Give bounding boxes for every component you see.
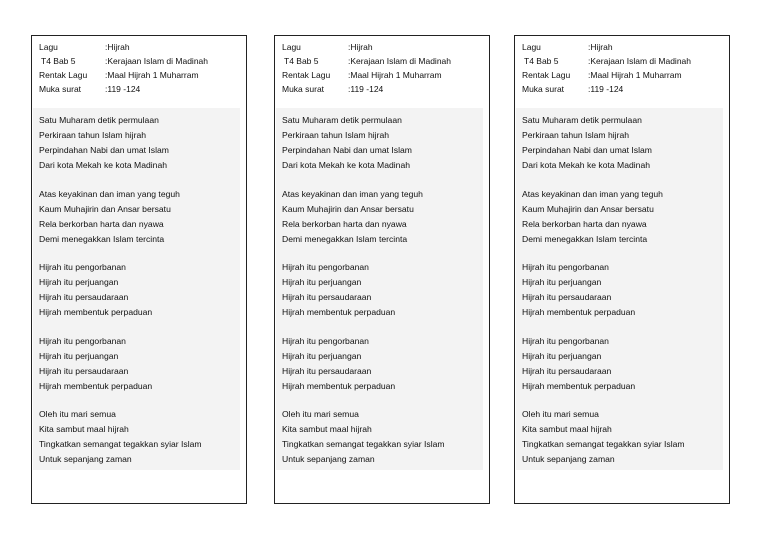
lyric-line: Perpindahan Nabi dan umat Islam (522, 145, 652, 155)
song-info-row (522, 82, 725, 96)
lyric-line: Hijrah membentuk perpaduan (282, 381, 396, 391)
lyric-line: Hijrah itu pengorbanan (282, 336, 369, 346)
song-info-value: :Maal Hijrah 1 Muharram (588, 70, 682, 80)
lyric-line: Satu Muharam detik permulaan (39, 115, 159, 125)
song-info-row (39, 54, 242, 68)
stanza (522, 334, 719, 394)
song-info-value: :119 -124 (588, 84, 624, 94)
lyric-line: Demi menegakkan Islam tercinta (522, 234, 648, 244)
lyric-line: Hijrah itu persaudaraan (39, 366, 129, 376)
song-info-value: :Kerajaan Islam di Madinah (348, 56, 452, 66)
stanza (522, 187, 719, 247)
song-info-label: Lagu (522, 42, 541, 52)
song-info-value: :Hijrah (348, 42, 373, 52)
lyric-line: Hijrah itu perjuangan (282, 277, 362, 287)
song-info-value: :Maal Hijrah 1 Muharram (105, 70, 199, 80)
lyric-line: Hijrah itu perjuangan (282, 351, 362, 361)
lyric-line: Kita sambut maal hijrah (39, 424, 129, 434)
lyric-line: Hijrah itu persaudaraan (39, 292, 129, 302)
song-info-label: Muka surat (522, 84, 565, 94)
lyric-line: Oleh itu mari semua (39, 409, 116, 419)
lyric-line: Perpindahan Nabi dan umat Islam (39, 145, 169, 155)
stanza (39, 187, 236, 247)
lyric-line: Untuk sepanjang zaman (39, 454, 132, 464)
song-info-label: Lagu (39, 42, 58, 52)
lyric-line: Tingkatkan semangat tegakkan syiar Islam (522, 439, 685, 449)
stanza (282, 334, 479, 394)
lyric-line: Perpindahan Nabi dan umat Islam (282, 145, 412, 155)
song-info-row (39, 40, 242, 54)
stanza (282, 260, 479, 320)
lyric-line: Hijrah itu pengorbanan (39, 262, 126, 272)
lyric-line: Hijrah itu persaudaraan (522, 366, 612, 376)
lyric-card-2 (274, 35, 490, 504)
lyric-line: Hijrah membentuk perpaduan (39, 381, 153, 391)
song-info-value: :Hijrah (588, 42, 613, 52)
stanza (39, 113, 236, 173)
song-info (522, 40, 725, 96)
lyric-line: Hijrah itu persaudaraan (282, 366, 372, 376)
song-info-value: :Kerajaan Islam di Madinah (588, 56, 692, 66)
lyric-card-1 (31, 35, 247, 504)
lyric-line: Tingkatkan semangat tegakkan syiar Islam (39, 439, 202, 449)
lyric-line: Hijrah itu perjuangan (522, 277, 602, 287)
lyric-line: Hijrah itu pengorbanan (282, 262, 369, 272)
stanza (282, 407, 479, 467)
song-info-label: Lagu (282, 42, 301, 52)
lyric-line: Hijrah membentuk perpaduan (522, 307, 636, 317)
lyric-line: Satu Muharam detik permulaan (522, 115, 642, 125)
lyric-line: Hijrah itu pengorbanan (522, 336, 609, 346)
lyric-line: Untuk sepanjang zaman (522, 454, 615, 464)
song-info-label: T4 Bab 5 (284, 56, 319, 66)
lyrics-block (33, 108, 240, 470)
lyric-line: Atas keyakinan dan iman yang teguh (39, 189, 180, 199)
lyric-line: Perkiraan tahun Islam hijrah (522, 130, 629, 140)
stanza (282, 113, 479, 173)
lyric-line: Tingkatkan semangat tegakkan syiar Islam (282, 439, 445, 449)
song-info-row (522, 68, 725, 82)
song-info (39, 40, 242, 96)
lyric-line: Hijrah itu persaudaraan (522, 292, 612, 302)
lyric-line: Kaum Muhajirin dan Ansar bersatu (522, 204, 654, 214)
song-info-value: :Hijrah (105, 42, 130, 52)
lyric-line: Untuk sepanjang zaman (282, 454, 375, 464)
song-info-label: Rentak Lagu (39, 70, 88, 80)
song-info-value: :Kerajaan Islam di Madinah (105, 56, 209, 66)
lyric-line: Hijrah membentuk perpaduan (522, 381, 636, 391)
song-info-label: Muka surat (39, 84, 82, 94)
lyric-line: Kaum Muhajirin dan Ansar bersatu (39, 204, 171, 214)
stanza (282, 187, 479, 247)
lyric-line: Kaum Muhajirin dan Ansar bersatu (282, 204, 414, 214)
song-info-label: Rentak Lagu (282, 70, 331, 80)
song-info-row (522, 40, 725, 54)
lyric-line: Rela berkorban harta dan nyawa (522, 219, 647, 229)
stanza (39, 407, 236, 467)
song-info-row (282, 40, 485, 54)
lyric-line: Satu Muharam detik permulaan (282, 115, 402, 125)
lyric-line: Dari kota Mekah ke kota Madinah (282, 160, 411, 170)
song-info-value: :Maal Hijrah 1 Muharram (348, 70, 442, 80)
song-info-label: Rentak Lagu (522, 70, 571, 80)
song-info-value: :119 -124 (348, 84, 384, 94)
lyric-line: Hijrah itu perjuangan (39, 277, 119, 287)
lyric-line: Hijrah membentuk perpaduan (39, 307, 153, 317)
lyric-line: Atas keyakinan dan iman yang teguh (282, 189, 423, 199)
lyric-line: Rela berkorban harta dan nyawa (39, 219, 164, 229)
lyric-line: Hijrah itu perjuangan (522, 351, 602, 361)
song-info-label: Muka surat (282, 84, 325, 94)
lyric-line: Atas keyakinan dan iman yang teguh (522, 189, 663, 199)
song-info-label: T4 Bab 5 (524, 56, 559, 66)
lyric-card-3 (514, 35, 730, 504)
lyric-line: Perkiraan tahun Islam hijrah (282, 130, 389, 140)
stanza (522, 113, 719, 173)
lyric-line: Perkiraan tahun Islam hijrah (39, 130, 146, 140)
song-info (282, 40, 485, 96)
stanza (39, 334, 236, 394)
stanza (522, 407, 719, 467)
lyric-line: Demi menegakkan Islam tercinta (282, 234, 408, 244)
song-info-row (282, 82, 485, 96)
lyric-line: Hijrah itu pengorbanan (39, 336, 126, 346)
lyric-line: Hijrah itu pengorbanan (522, 262, 609, 272)
song-info-row (39, 82, 242, 96)
song-info-row (39, 68, 242, 82)
song-info-row (522, 54, 725, 68)
stanza (522, 260, 719, 320)
lyric-line: Kita sambut maal hijrah (282, 424, 372, 434)
song-info-row (282, 68, 485, 82)
lyrics-block (276, 108, 483, 470)
lyric-line: Dari kota Mekah ke kota Madinah (39, 160, 168, 170)
lyric-line: Dari kota Mekah ke kota Madinah (522, 160, 651, 170)
lyric-line: Rela berkorban harta dan nyawa (282, 219, 407, 229)
lyric-line: Hijrah itu persaudaraan (282, 292, 372, 302)
lyric-line: Oleh itu mari semua (522, 409, 599, 419)
lyric-line: Hijrah itu perjuangan (39, 351, 119, 361)
lyric-line: Demi menegakkan Islam tercinta (39, 234, 165, 244)
stanza (39, 260, 236, 320)
lyric-line: Hijrah membentuk perpaduan (282, 307, 396, 317)
lyric-line: Kita sambut maal hijrah (522, 424, 612, 434)
song-info-value: :119 -124 (105, 84, 141, 94)
lyric-line: Oleh itu mari semua (282, 409, 359, 419)
song-info-row (282, 54, 485, 68)
lyrics-block (516, 108, 723, 470)
song-info-label: T4 Bab 5 (41, 56, 76, 66)
